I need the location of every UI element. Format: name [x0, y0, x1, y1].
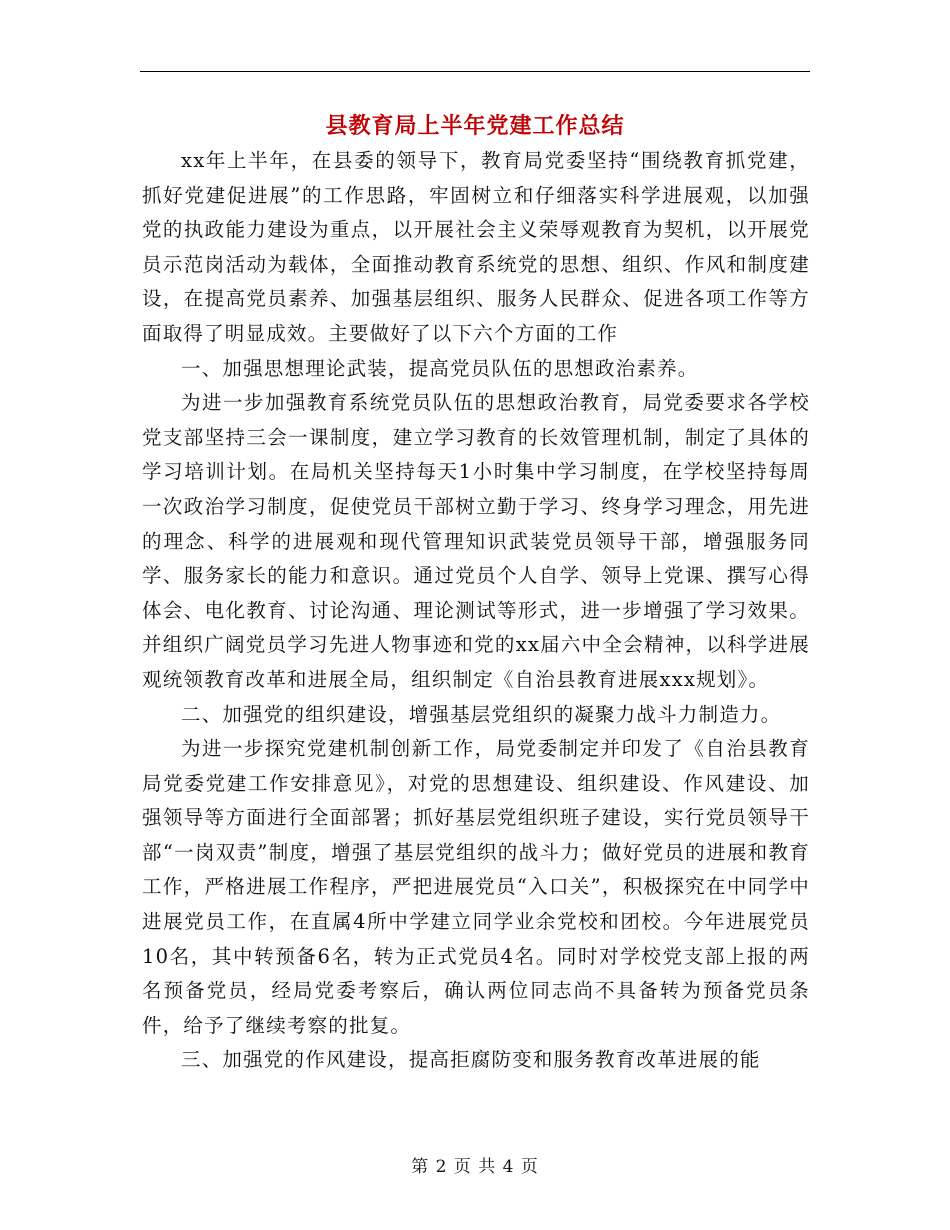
header-rule — [140, 71, 810, 72]
section-1-heading: 一、加强思想理论武装，提高党员队伍的思想政治素养。 — [181, 356, 699, 380]
section-3-heading: 三、加强党的作风建设，提高拒腐防变和服务教育改革进展的能 — [181, 1048, 761, 1072]
document-title: 县教育局上半年党建工作总结 — [325, 113, 625, 139]
section-2-heading: 二、加强党的组织建设，增强基层党组织的凝聚力战斗力制造力。 — [181, 702, 782, 726]
document-body — [142, 144, 810, 1078]
page-number-footer: 第 2 页 共 4 页 — [411, 1157, 539, 1177]
section-2-paragraph: 为进一步探究党建机制创新工作，局党委制定并印发了《自治县教育局党委党建工作安排意见》，对党的思想建设、组织建设、作风建设、加强领导等方面进行全面部署；抓好基层党组织班子建设，实行党员领导干部“一岗双责”制度，增强了基层党组织的战斗力；做好党员的进展和教育工作，严格进展工作程序，严把进展党员“入口关”，积极探究在中同学中进展党员工作，在直属4所中学建立同学业余党校和团校。今年进展党员10名，其中转预备6名，转为正式党员4名。同时对学校党支部上报的两名预备党员，经局党委考察后，确认两位同志尚不具备转为预备党员条件，给予了继续考察的批复。 — [142, 737, 810, 1037]
intro-paragraph: xx年上半年，在县委的领导下，教育局党委坚持“围绕教育抓党建，抓好党建促进展”的工作思路，牢固树立和仔细落实科学进展观，以加强党的执政能力建设为重点，以开展社会主义荣辱观教育为契机，以开展党员示范岗活动为载体，全面推动教育系统党的思想、组织、作风和制度建设，在提高党员素养、加强基层组织、服务人民群众、促进各项工作等方面取得了明显成效。主要做好了以下六个方面的工作 — [142, 149, 810, 345]
section-1-paragraph: 为进一步加强教育系统党员队伍的思想政治教育，局党委要求各学校党支部坚持三会一课制度，建立学习教育的长效管理机制，制定了具体的学习培训计划。在局机关坚持每天1小时集中学习制度，在学校坚持每周一次政治学习制度，促使党员干部树立勤于学习、终身学习理念，用先进的理念、科学的进展观和现代管理知识武装党员领导干部，增强服务同学、服务家长的能力和意识。通过党员个人自学、领导上党课、撰写心得体会、电化教育、讨论沟通、理论测试等形式，进一步增强了学习效果。并组织广阔党员学习先进人物事迹和党的xx届六中全会精神，以科学进展观统领教育改革和进展全局，组织制定《自治县教育进展xxx规划》。 — [142, 391, 810, 691]
